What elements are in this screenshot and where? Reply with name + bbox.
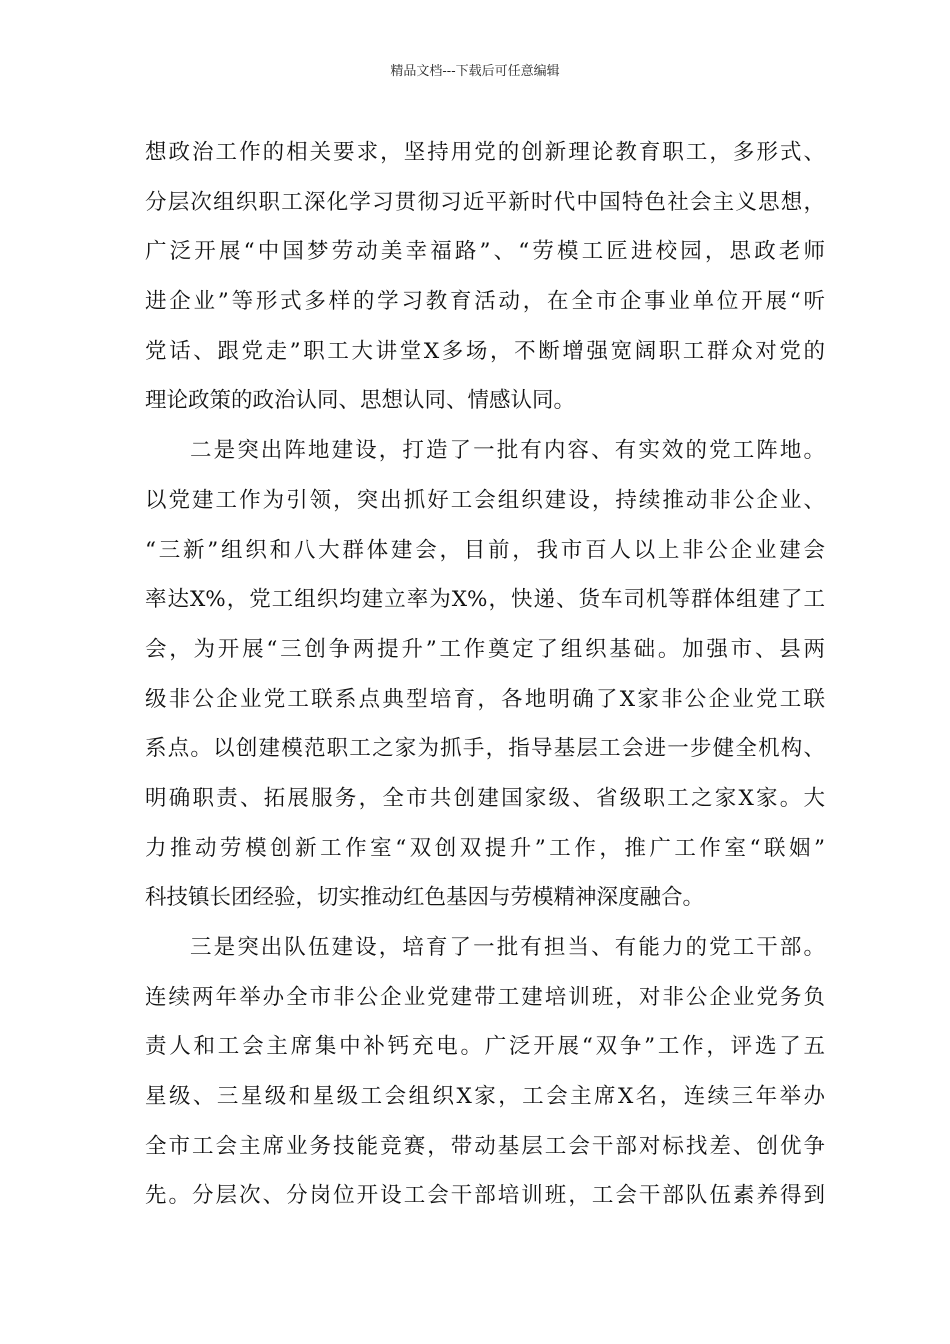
page-header: 精品文档---下载后可任意编辑	[390, 64, 560, 79]
text-line: 科技镇长团经验，切实推动红色基因与劳模精神深度融合。	[145, 885, 705, 911]
text-line: 系点。以创建模范职工之家为抓手，指导基层工会进一步健全机构、	[145, 736, 825, 762]
text-line: 以党建工作为引领，突出抓好工会组织建设，持续推动非公企业、	[145, 487, 825, 513]
text-line: 全市工会主席业务技能竞赛，带动基层工会干部对标找差、创优争	[145, 1133, 825, 1159]
text-line: 二是突出阵地建设，打造了一批有内容、有实效的党工阵地。	[190, 438, 825, 464]
text-line: 级非公企业党工联系点典型培育，各地明确了X家非公企业党工联	[145, 686, 825, 712]
text-line: 星级、三星级和星级工会组织X家，工会主席X名，连续三年举办	[145, 1084, 825, 1110]
text-line: 理论政策的政治认同、思想认同、情感认同。	[145, 388, 576, 414]
text-line: 想政治工作的相关要求，坚持用党的创新理论教育职工，多形式、	[145, 140, 825, 165]
text-line: 广泛开展“中国梦劳动美幸福路”、“劳模工匠进校园，思政老师	[145, 239, 825, 265]
text-line: 先。分层次、分岗位开设工会干部培训班，工会干部队伍素养得到	[145, 1183, 825, 1209]
document-body	[145, 128, 825, 1221]
text-line: 明确职责、拓展服务，全市共创建国家级、省级职工之家X家。大	[145, 785, 825, 811]
text-line: 责人和工会主席集中补钙充电。广泛开展“双争”工作，评选了五	[145, 1034, 825, 1060]
text-line: 连续两年举办全市非公企业党建带工建培训班，对非公企业党务负	[145, 984, 825, 1010]
text-line: “三新”组织和八大群体建会，目前，我市百人以上非公企业建会	[145, 537, 825, 563]
text-line: 分层次组织职工深化学习贯彻习近平新时代中国特色社会主义思想，	[145, 189, 825, 215]
text-line: 进企业”等形式多样的学习教育活动，在全市企事业单位开展“听	[145, 289, 825, 315]
text-line: 三是突出队伍建设，培育了一批有担当、有能力的党工干部。	[190, 935, 825, 960]
text-line: 会，为开展“三创争两提升”工作奠定了组织基础。加强市、县两	[145, 636, 825, 662]
text-line: 党话、跟党走”职工大讲堂X多场，不断增强宽阔职工群众对党的	[145, 338, 825, 364]
text-line: 力推动劳模创新工作室“双创双提升”工作，推广工作室“联姻”	[145, 835, 825, 861]
text-line: 率达X%，党工组织均建立率为X%，快递、货车司机等群体组建了工	[145, 587, 825, 613]
